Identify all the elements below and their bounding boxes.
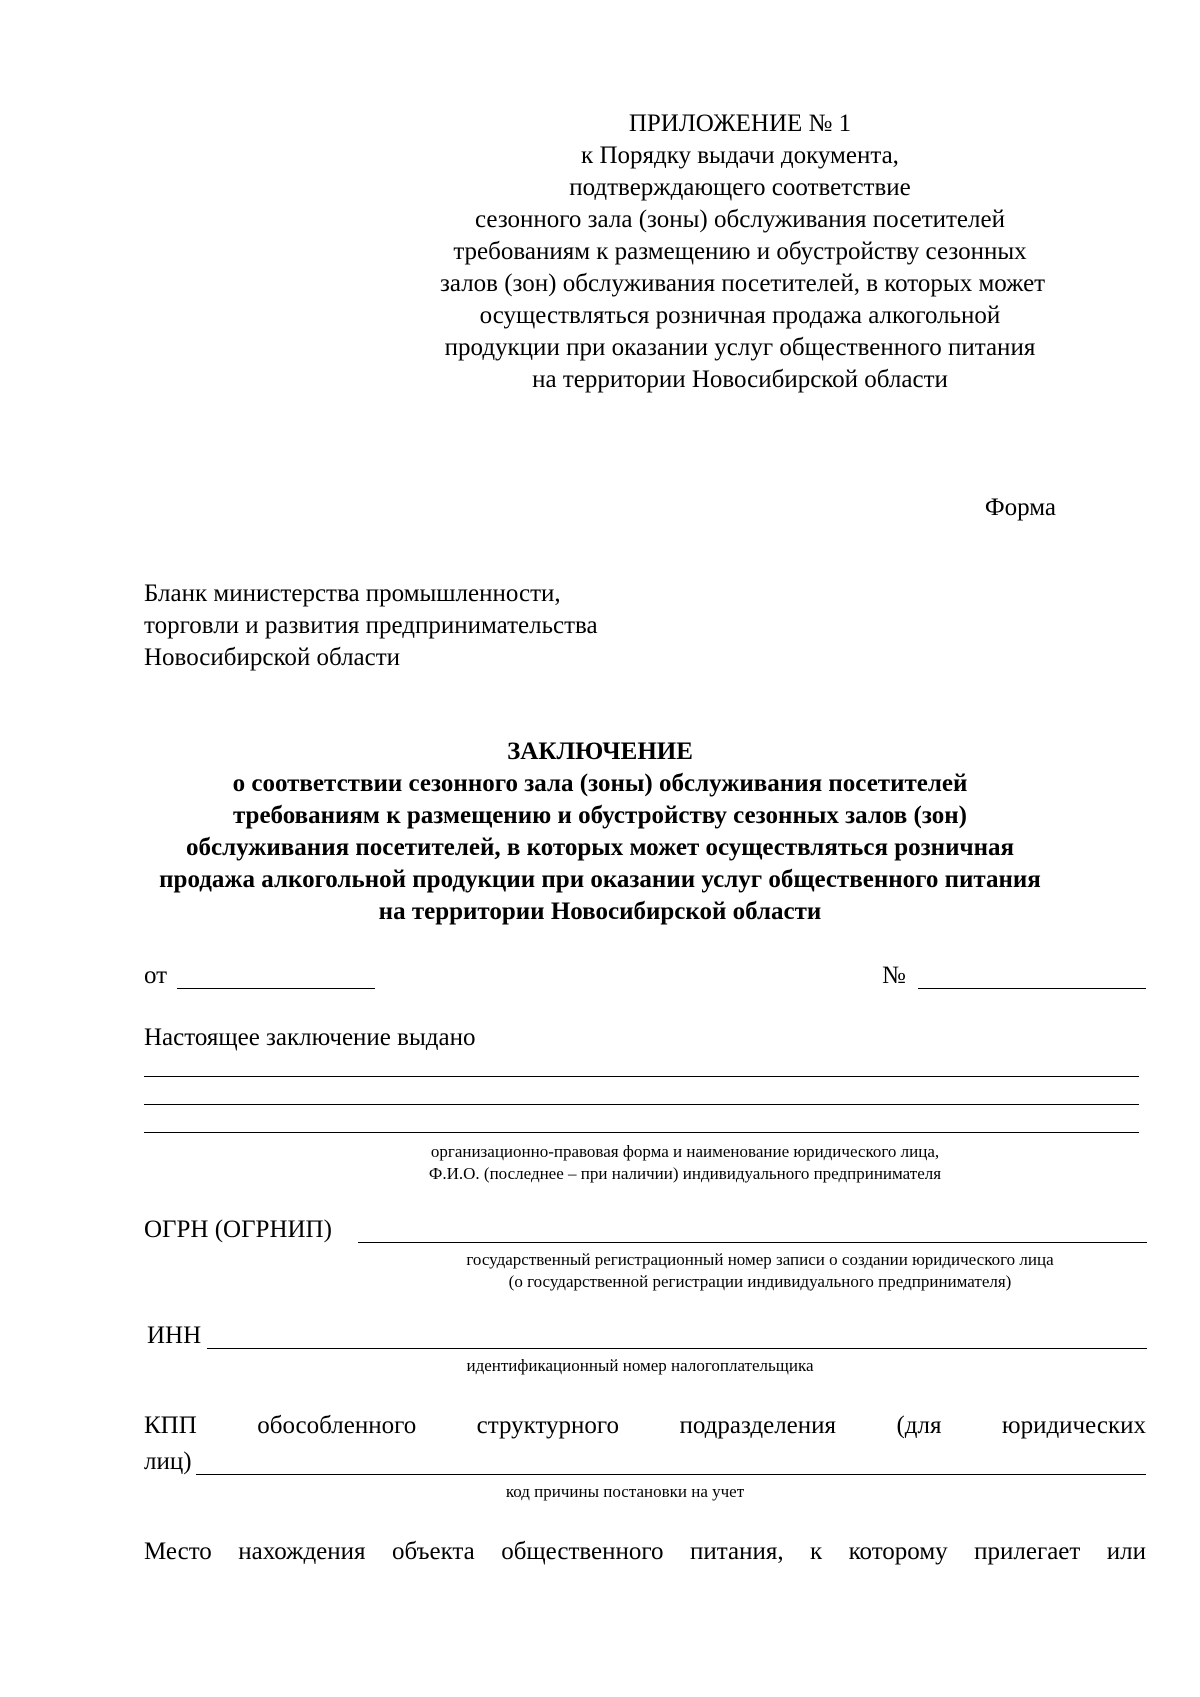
- kpp-label-line: [144, 1410, 1146, 1442]
- ogrn-caption: (о государственной регистрации индивидуального предпринимателя): [508, 1272, 1012, 1291]
- date-field[interactable]: [177, 988, 375, 989]
- title-line: о соответствии сезонного зала (зоны) обслуживания посетителей: [232, 770, 968, 797]
- kpp-word: подразделения: [679, 1412, 837, 1439]
- location-word: нахождения: [238, 1538, 366, 1565]
- title-line: продажа алкогольной продукции при оказании услуг общественного питания: [159, 866, 1041, 893]
- location-word: прилегает: [974, 1538, 1081, 1565]
- location-word: объекта: [391, 1538, 475, 1565]
- title-line: требованиям к размещению и обустройству сезонных залов (зон): [232, 802, 968, 829]
- location-word: которому: [848, 1538, 948, 1565]
- issued-to-field-line-1[interactable]: [144, 1076, 1139, 1077]
- number-field[interactable]: [918, 988, 1146, 989]
- appendix-line: сезонного зала (зоны) обслуживания посетителей: [475, 206, 1005, 233]
- form-label: Форма: [984, 494, 1056, 521]
- inn-field[interactable]: [207, 1348, 1147, 1349]
- inn-label: ИНН: [147, 1322, 202, 1349]
- ogrn-caption: государственный регистрационный номер записи о создании юридического лица: [466, 1250, 1054, 1269]
- ogrn-field[interactable]: [358, 1242, 1147, 1243]
- kpp-word: юридических: [1001, 1412, 1146, 1439]
- blank-line: торговли и развития предпринимательства: [144, 612, 598, 639]
- kpp-word: структурного: [476, 1412, 620, 1439]
- kpp-label-line-2: лиц): [144, 1448, 192, 1475]
- appendix-title: ПРИЛОЖЕНИЕ № 1: [628, 110, 852, 137]
- kpp-word: обособленного: [257, 1412, 417, 1439]
- kpp-word: (для: [896, 1412, 942, 1439]
- appendix-line: к Порядку выдачи документа,: [581, 142, 899, 169]
- issued-to-label: Настоящее заключение выдано: [144, 1024, 476, 1051]
- location-word: питания,: [690, 1538, 784, 1565]
- issued-to-field-line-2[interactable]: [144, 1104, 1139, 1105]
- title-heading: ЗАКЛЮЧЕНИЕ: [507, 738, 693, 765]
- location-word: общественного: [501, 1538, 664, 1565]
- appendix-line: продукции при оказании услуг общественного питания: [444, 334, 1036, 361]
- kpp-caption: код причины постановки на учет: [505, 1482, 745, 1501]
- location-word: к: [810, 1538, 823, 1565]
- appendix-line: осуществляться розничная продажа алкогольной: [479, 302, 1001, 329]
- kpp-field[interactable]: [196, 1474, 1146, 1475]
- number-label: №: [882, 962, 906, 989]
- appendix-line: на территории Новосибирской области: [532, 366, 948, 393]
- title-line: на территории Новосибирской области: [378, 898, 822, 925]
- title-line: обслуживания посетителей, в которых может осуществляться розничная: [185, 834, 1015, 861]
- inn-caption: идентификационный номер налогоплательщика: [466, 1356, 814, 1375]
- date-label: от: [144, 962, 168, 989]
- issued-to-caption: Ф.И.О. (последнее – при наличии) индивидуального предпринимателя: [428, 1164, 942, 1183]
- appendix-line: залов (зон) обслуживания посетителей, в которых может: [440, 270, 1046, 297]
- location-word: или: [1106, 1538, 1146, 1565]
- blank-line: Бланк министерства промышленности,: [144, 580, 561, 607]
- location-word: Место: [144, 1538, 212, 1565]
- appendix-line: требованиям к размещению и обустройству сезонных: [453, 238, 1027, 265]
- kpp-word: КПП: [144, 1412, 197, 1439]
- location-label-line: [144, 1536, 1146, 1568]
- issued-to-field-line-3[interactable]: [144, 1132, 1139, 1133]
- ogrn-label: ОГРН (ОГРНИП): [144, 1216, 332, 1243]
- issued-to-caption: организационно-правовая форма и наименование юридического лица,: [430, 1142, 940, 1161]
- appendix-line: подтверждающего соответствие: [569, 174, 911, 201]
- blank-line: Новосибирской области: [144, 644, 401, 671]
